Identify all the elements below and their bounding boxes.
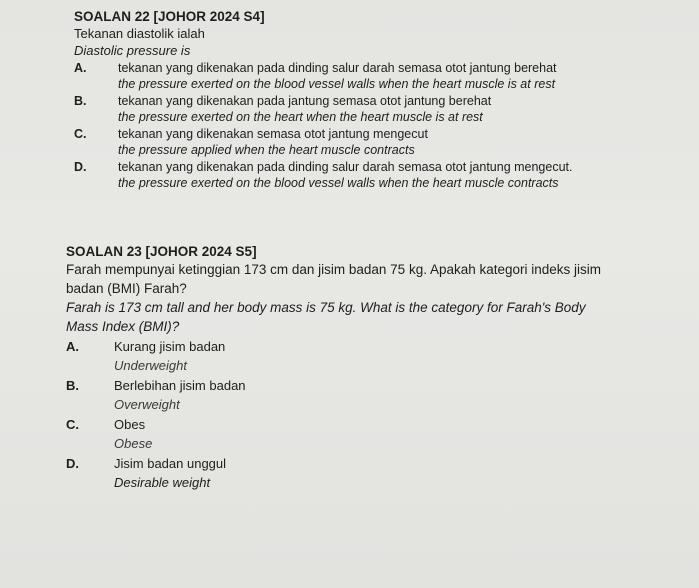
option-letter: A.	[74, 61, 87, 75]
option-letter: C.	[66, 417, 79, 432]
option-text-malay: tekanan yang dikenakan pada jantung semasa otot jantung berehat	[118, 94, 492, 108]
option-letter: C.	[74, 127, 87, 141]
question-22-title: SOALAN 22 [JOHOR 2024 S4]	[74, 9, 265, 24]
option-text-english: Overweight	[114, 397, 180, 412]
question-23-option-a[interactable]	[66, 337, 686, 375]
option-letter: A.	[66, 339, 79, 354]
question-22-option-b[interactable]	[74, 93, 674, 125]
question-23-stem-english-line-2: Mass Index (BMI)?	[66, 319, 180, 334]
question-22-option-c[interactable]	[74, 126, 674, 158]
question-23-stem-malay-line-1: Farah mempunyai ketinggian 173 cm dan jisim badan 75 kg. Apakah kategori indeks jisim	[66, 262, 602, 277]
question-23-option-c[interactable]	[66, 415, 686, 453]
option-text-english: Desirable weight	[114, 475, 211, 490]
question-22-option-a[interactable]	[74, 60, 674, 92]
question-23-option-b[interactable]	[66, 376, 686, 414]
question-23-stem-malay-line-2: badan (BMI) Farah?	[66, 281, 187, 296]
option-text-malay: Kurang jisim badan	[114, 339, 226, 354]
question-22-option-d[interactable]	[74, 159, 674, 191]
question-22-stem-english: Diastolic pressure is	[74, 43, 191, 58]
option-text-malay: Berlebihan jisim badan	[114, 378, 246, 393]
question-22-stem-malay: Tekanan diastolik ialah	[74, 26, 205, 41]
option-letter: B.	[74, 94, 87, 108]
question-22	[74, 8, 674, 191]
option-text-english: Obese	[114, 436, 153, 451]
question-23-stem-english-line-1: Farah is 173 cm tall and her body mass is 75 kg. What is the category for Farah's Body	[66, 300, 586, 315]
option-text-malay: Jisim badan unggul	[114, 456, 227, 471]
option-text-malay: tekanan yang dikenakan pada dinding salur darah semasa otot jantung mengecut.	[118, 160, 573, 174]
option-text-malay: tekanan yang dikenakan semasa otot jantung mengecut	[118, 127, 428, 141]
option-text-english: the pressure exerted on the blood vessel walls when the heart muscle contracts	[118, 176, 559, 190]
option-text-english: the pressure exerted on the heart when the heart muscle is at rest	[118, 110, 483, 124]
option-text-english: the pressure applied when the heart muscle contracts	[118, 143, 415, 157]
option-text-english: Underweight	[114, 358, 187, 373]
option-letter: D.	[66, 456, 79, 471]
question-23-option-d[interactable]	[66, 454, 686, 492]
option-letter: D.	[74, 160, 87, 174]
question-23	[66, 243, 686, 492]
question-23-title: SOALAN 23 [JOHOR 2024 S5]	[66, 244, 257, 259]
option-text-malay: tekanan yang dikenakan pada dinding salur darah semasa otot jantung berehat	[118, 61, 557, 75]
option-text-english: the pressure exerted on the blood vessel walls when the heart muscle is at rest	[118, 77, 556, 91]
option-letter: B.	[66, 378, 79, 393]
option-text-malay: Obes	[114, 417, 146, 432]
